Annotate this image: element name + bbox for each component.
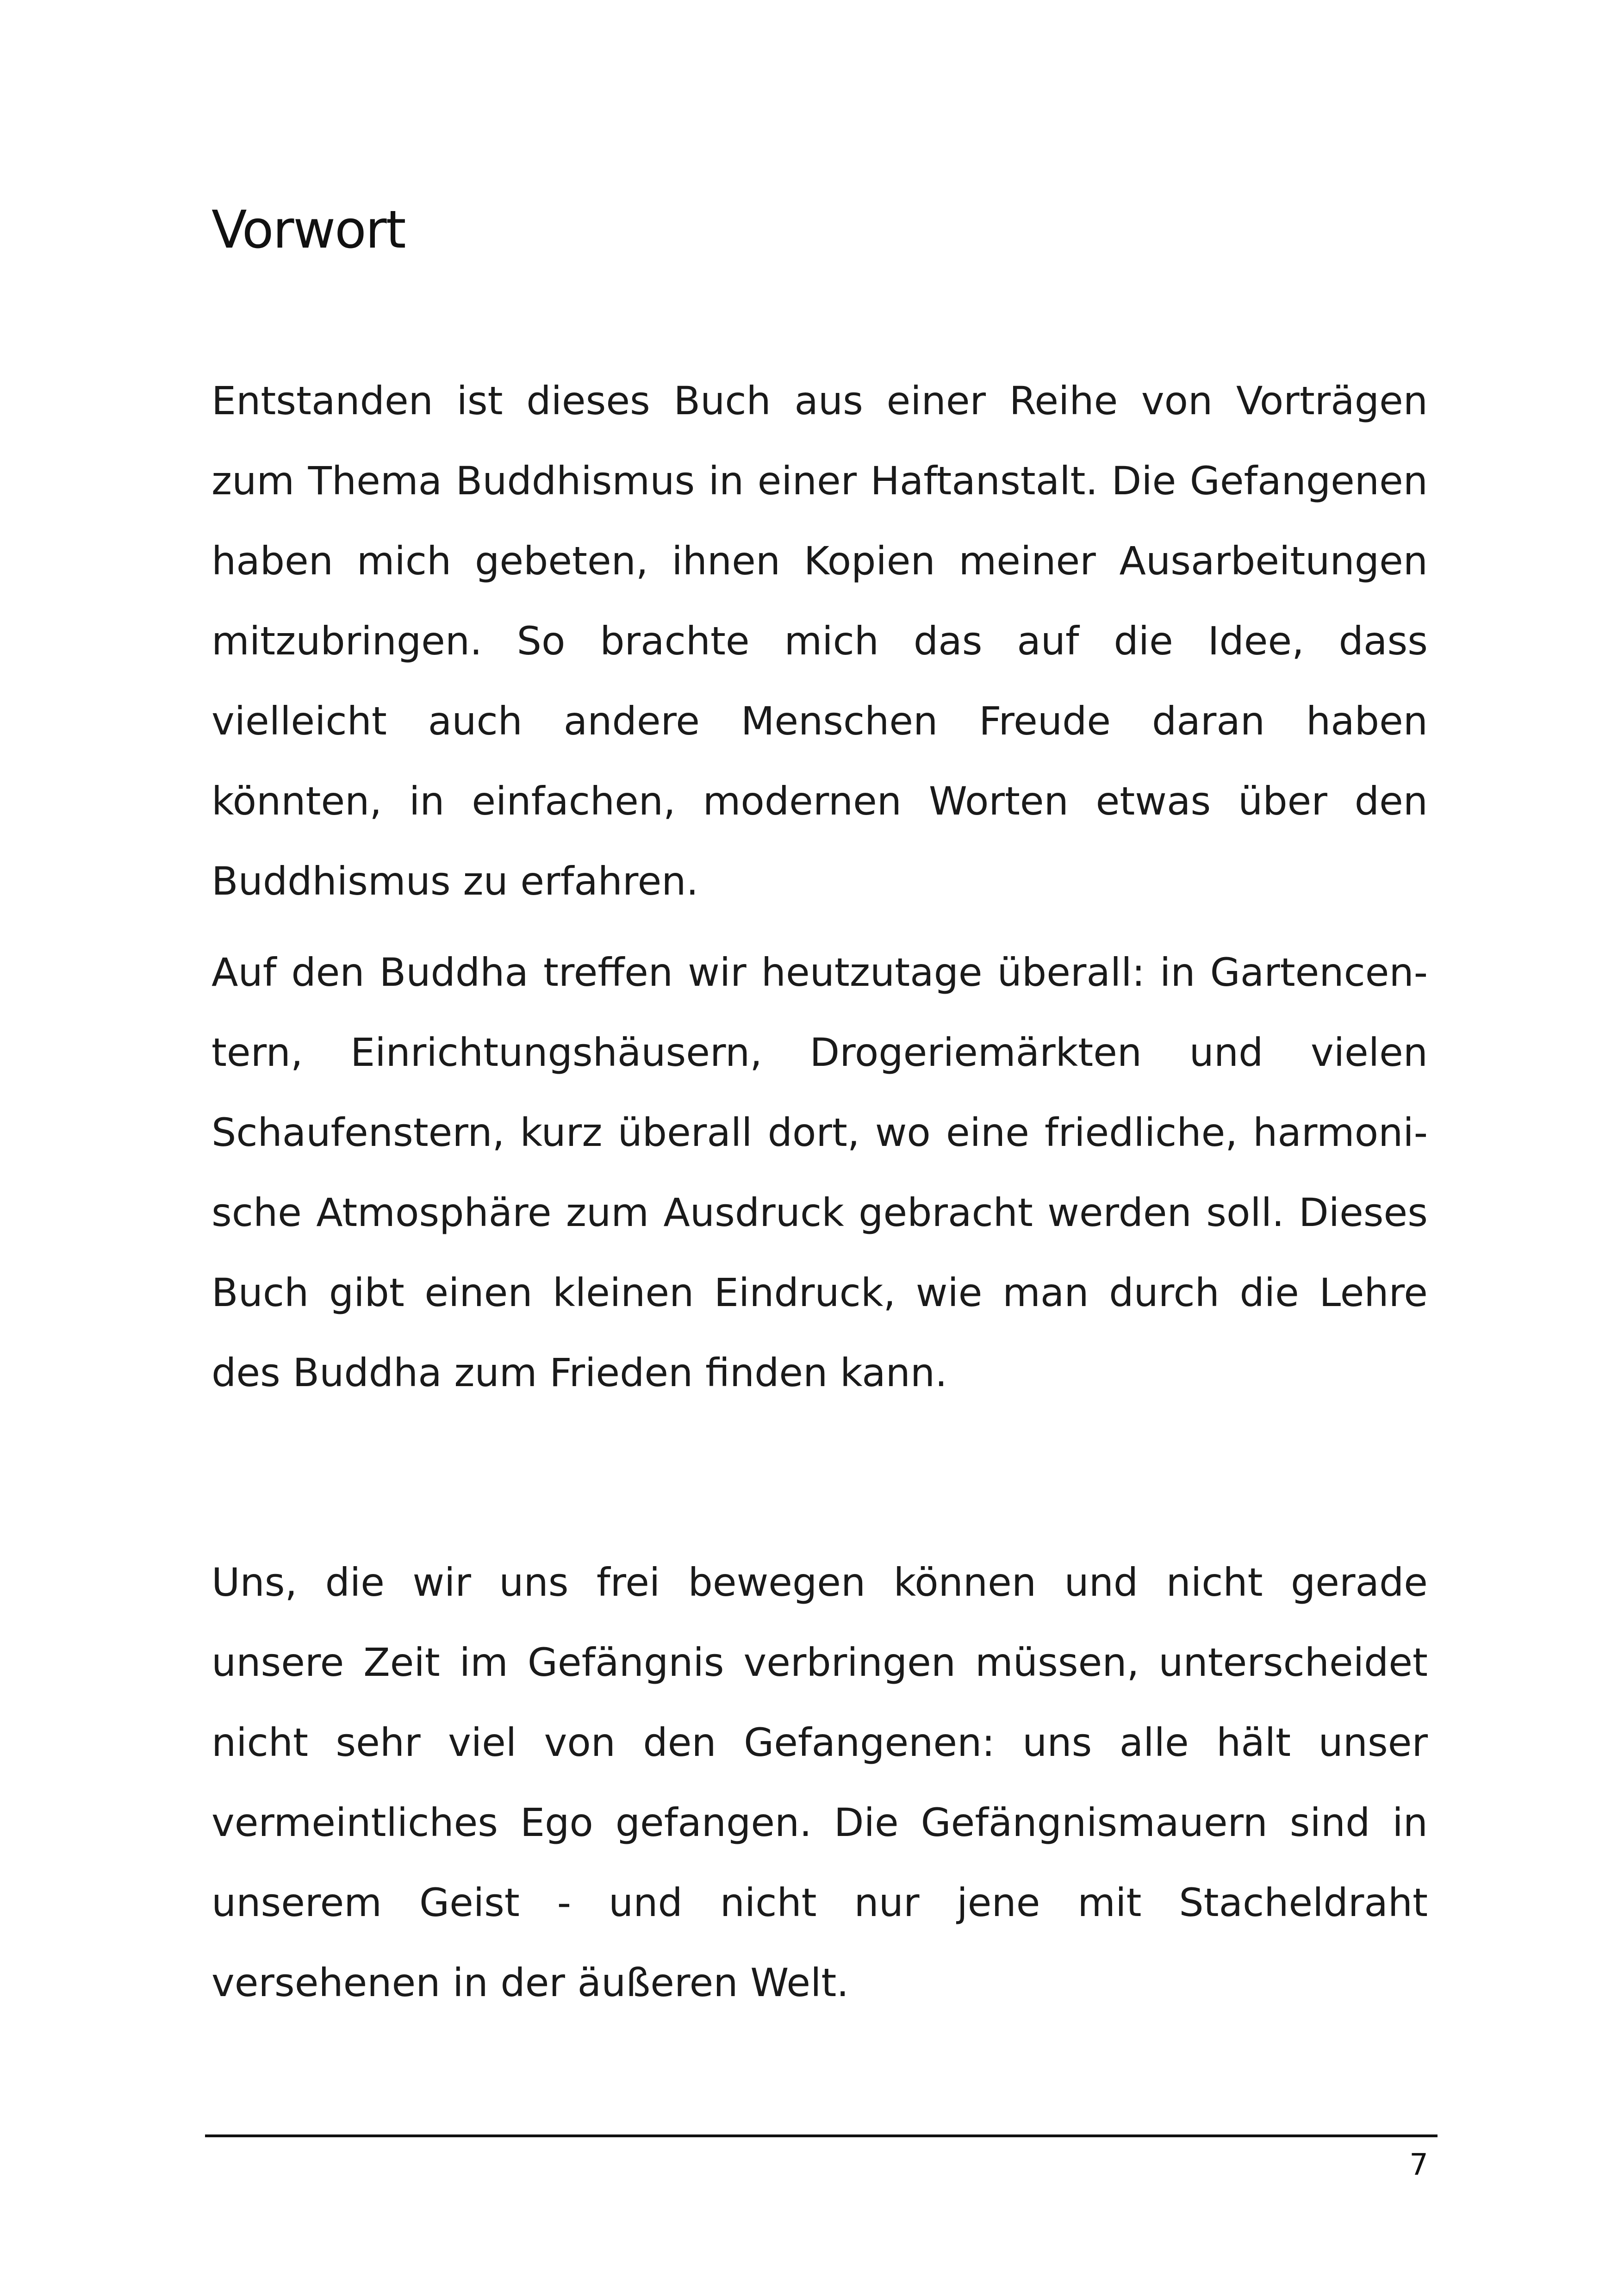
paragraph-prison: Uns, die wir uns frei bewegen können und nicht gerade unsere Zeit im Gefängnis verbringen müssen, unterscheidet nicht sehr viel von den Gefangenen: uns alle hält unser vermeintliches Ego gefangen. Die Gefängnismauern sind in unserem Geist - und nicht nur jene mit Stacheldraht versehenen in der äußeren Welt. (212, 1560, 1428, 2005)
page-number: 7 (1409, 2148, 1428, 2182)
footer-divider (205, 2134, 1438, 2137)
paragraph-intro: Entstanden ist dieses Buch aus einer Reihe von Vorträgen zum Thema Buddhismus in einer Haftanstalt. Die Gefangenen haben mich gebeten, ihnen Kopien meiner Ausarbeitungen mitzubringen. So brachte mich das auf die Idee, dass vielleicht auch andere Menschen Freude daran haben könnten, in einfachen, modernen Worten etwas über den Buddhismus zu erfahren. (212, 378, 1428, 904)
paragraph-buddha: Auf den Buddha treffen wir heutzutage überall: in Gartencentern, Einrichtungshäusern, Drogeriemärkten und vielen Schaufenstern, kurz überall dort, wo eine friedliche, harmonische Atmosphäre zum Ausdruck gebracht werden soll. Dieses Buch gibt einen kleinen Eindruck, wie man durch die Lehre des Buddha zum Frieden finden kann. (212, 950, 1428, 1395)
chapter-heading: Vorwort (212, 200, 405, 260)
